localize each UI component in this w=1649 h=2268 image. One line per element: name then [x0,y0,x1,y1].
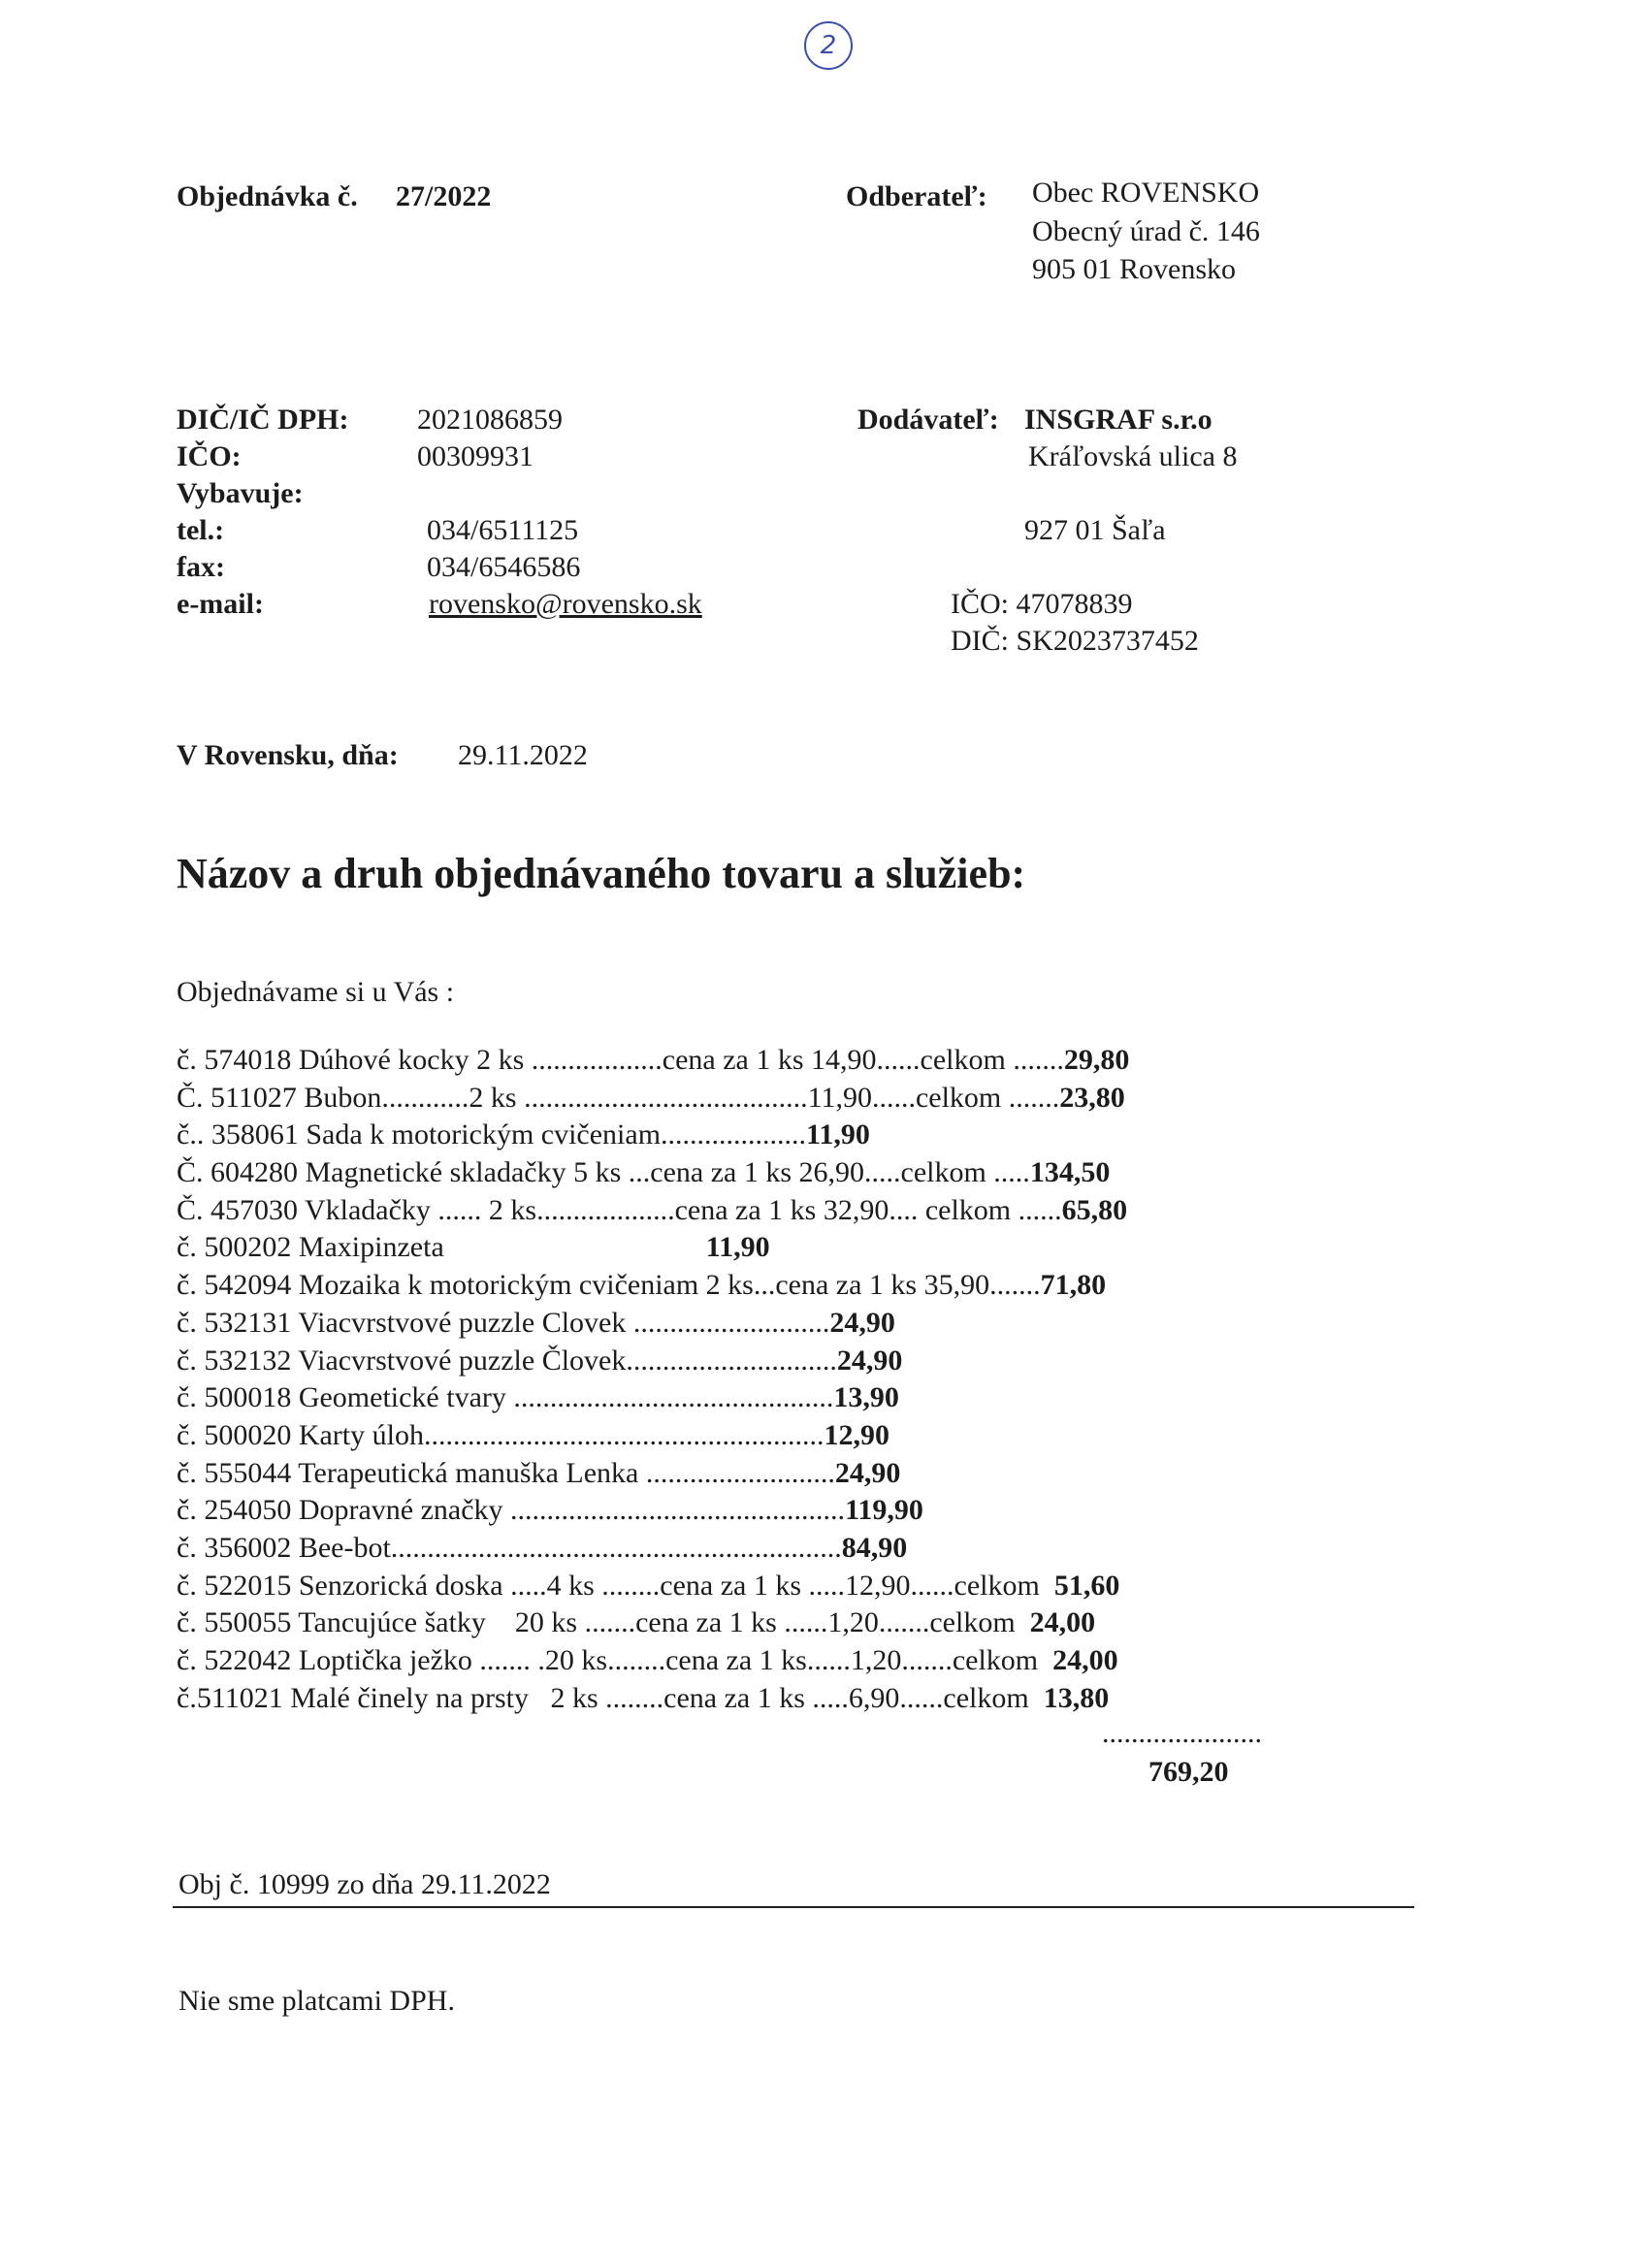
supplier-street: Kráľovská ulica 8 [1028,440,1238,472]
order-reference: Obj č. 10999 zo dňa 29.11.2022 [178,1868,551,1900]
fax-label: fax: [177,551,225,583]
list-item: č. 542094 Mozaika k motorickým cvičeniam 2 ks...cena za 1 ks 35,90.......71,80 [177,1269,1107,1302]
tel-value: 034/6511125 [427,514,579,546]
intro-text: Objednávame si u Vás : [177,976,455,1008]
list-item: č.. 358061 Sada k motorickým cvičeniam....................11,90 [177,1118,870,1151]
list-item: č. 522042 Loptička ježko ....... .20 ks........cena za 1 ks......1,20.......celkom 24,00 [177,1644,1118,1676]
date-value: 29.11.2022 [458,739,588,771]
tel-label: tel.: [177,514,225,546]
order-label: Objednávka č. [177,180,358,212]
supplier-label: Dodávateľ: [857,404,999,436]
list-item: č. 500020 Karty úloh.......................................................12,90 [177,1418,889,1451]
dic-label: DIČ/IČ DPH: [177,404,349,436]
divider-line [173,1906,1414,1908]
list-item: č. 500202 Maxipinzeta 11,90 [177,1231,770,1264]
list-item: Č. 457030 Vkladačky ...... 2 ks...................cena za 1 ks 32,90.... celkom ......65,80 [177,1193,1128,1226]
list-item: č. 532131 Viacvrstvové puzzle Clovek ...........................24,90 [177,1306,895,1339]
order-number: 27/2022 [396,180,492,212]
ico-label: IČO: [177,440,242,472]
page-number-mark: 2 [804,21,853,70]
grand-total: 769,20 [1148,1756,1229,1788]
customer-label: Odberateľ: [846,180,987,212]
supplier-name: INSGRAF s.r.o [1024,404,1212,436]
customer-city: 905 01 Rovensko [1032,253,1236,285]
handler-label: Vybavuje: [177,477,304,509]
dic-value: 2021086859 [417,404,563,436]
sum-dots: ...................... [1102,1717,1262,1749]
section-title: Názov a druh objednávaného tovaru a služieb: [177,850,1026,897]
list-item: č. 532132 Viacvrstvové puzzle Človek.............................24,90 [177,1344,903,1377]
list-item: č. 500018 Geometické tvary ............................................13,90 [177,1381,899,1414]
list-item: Č. 604280 Magnetické skladačky 5 ks ...cena za 1 ks 26,90.....celkom .....134,50 [177,1156,1111,1189]
list-item: č. 522015 Senzorická doska .....4 ks ........cena za 1 ks .....12,90......celkom 51,60 [177,1569,1120,1602]
customer-address: Obecný úrad č. 146 [1032,215,1260,247]
list-item: č. 356002 Bee-bot..............................................................84,90 [177,1531,908,1564]
list-item: č.511021 Malé činely na prsty 2 ks ........cena za 1 ks .....6,90......celkom 13,80 [177,1681,1110,1714]
ico-value: 00309931 [417,440,534,472]
list-item: č. 254050 Dopravné značky ..............................................119,90 [177,1494,923,1527]
vat-note: Nie sme platcami DPH. [178,1985,455,2017]
supplier-city: 927 01 Šaľa [1024,514,1166,546]
supplier-ico: IČO: 47078839 [951,588,1133,620]
list-item: č. 574018 Dúhové kocky 2 ks ..................cena za 1 ks 14,90......celkom .......29,80 [177,1044,1130,1076]
date-label: V Rovensku, dňa: [177,739,399,771]
list-item: č. 555044 Terapeutická manuška Lenka ..........................24,90 [177,1456,901,1489]
order-items-list [177,1042,1263,1717]
customer-name: Obec ROVENSKO [1032,177,1260,209]
fax-value: 034/6546586 [427,551,581,583]
email-label: e-mail: [177,588,264,620]
supplier-dic: DIČ: SK2023737452 [951,625,1199,657]
list-item: č. 550055 Tancujúce šatky 20 ks .......cena za 1 ks ......1,20.......celkom 24,00 [177,1606,1096,1639]
email-link[interactable]: rovensko@rovensko.sk [429,588,702,620]
list-item: Č. 511027 Bubon............2 ks .......................................11,90......celkom .......23,80 [177,1081,1125,1114]
